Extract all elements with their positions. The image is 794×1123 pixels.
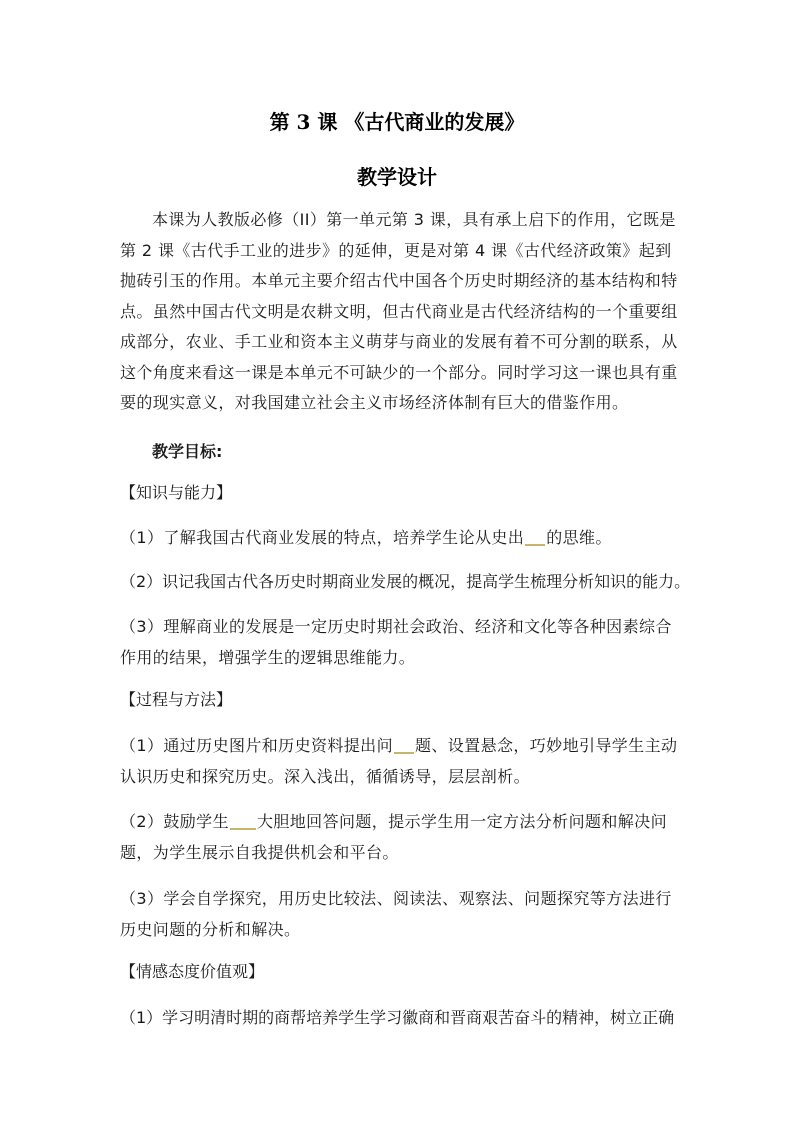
intro-paragraph: 本课为人教版必修（II）第一单元第 3 课，具有承上启下的作用，它既是第 2 课《古代手工业的进步》的延伸，更是对第 4 课《古代经济政策》起到抛砖引玉的作用。本单元主要介绍古代中国各个历史时期经济的基本结构和特点。虽然中国古代文明是农耕文明，但古代商业是古代经济结构的一个重要组成部分，农业、手工业和资本主义萌芽与商业的发展有着不可分割的联系，从这个角度来看这一课是本单元不可缺少的一个部分。同时学习这一课也具有重要的现实意义，对我国建立社会主义市场经济体制有巨大的借鉴作用。: [120, 210, 678, 412]
objectives-heading: 教学目标:: [152, 442, 223, 461]
process-item-1-text-b: 题、设置悬念，巧妙地引导学生主动认识历史和探究历史。深入浅出，循循诱导，层层剖析。: [120, 736, 678, 786]
knowledge-item-1-text-b: 的思维。: [546, 528, 612, 547]
page-subtitle: 教学设计: [357, 165, 437, 189]
process-item-1: [120, 730, 680, 792]
fill-blank: [394, 752, 414, 754]
knowledge-item-1: [120, 522, 680, 553]
knowledge-item-1-text-a: （1）了解我国古代商业发展的特点，培养学生论从史出: [120, 528, 525, 547]
knowledge-heading: 【知识与能力】: [120, 483, 233, 502]
process-item-2: [120, 806, 680, 868]
fill-blank: [230, 828, 256, 830]
process-item-3: （3）学会自学探究，用历史比较法、阅读法、观察法、问题探究等方法进行历史问题的分析和解决。: [120, 889, 672, 939]
values-heading: 【情感态度价值观】: [120, 962, 265, 981]
knowledge-item-3: （3）理解商业的发展是一定历史时期社会政治、经济和文化等各种因素综合作用的结果，增强学生的逻辑思维能力。: [120, 617, 672, 667]
process-item-2-text-b: 大胆地回答问题，提示学生用一定方法分析问题和解决问题，为学生展示自我提供机会和平台。: [120, 812, 667, 862]
fill-blank: [525, 544, 545, 546]
values-item-1: （1）学习明清时期的商帮培养学生学习徽商和晋商艰苦奋斗的精神，树立正确: [120, 1008, 675, 1027]
page-title: 第 3 课 《古代商业的发展》: [269, 110, 525, 134]
process-item-2-text-a: （2）鼓励学生: [120, 812, 229, 831]
knowledge-item-2: （2）识记我国古代各历史时期商业发展的概况，提高学生梳理分析知识的能力。: [120, 572, 691, 591]
process-heading: 【过程与方法】: [120, 690, 233, 709]
process-item-1-text-a: （1）通过历史图片和历史资料提出问: [120, 736, 393, 755]
